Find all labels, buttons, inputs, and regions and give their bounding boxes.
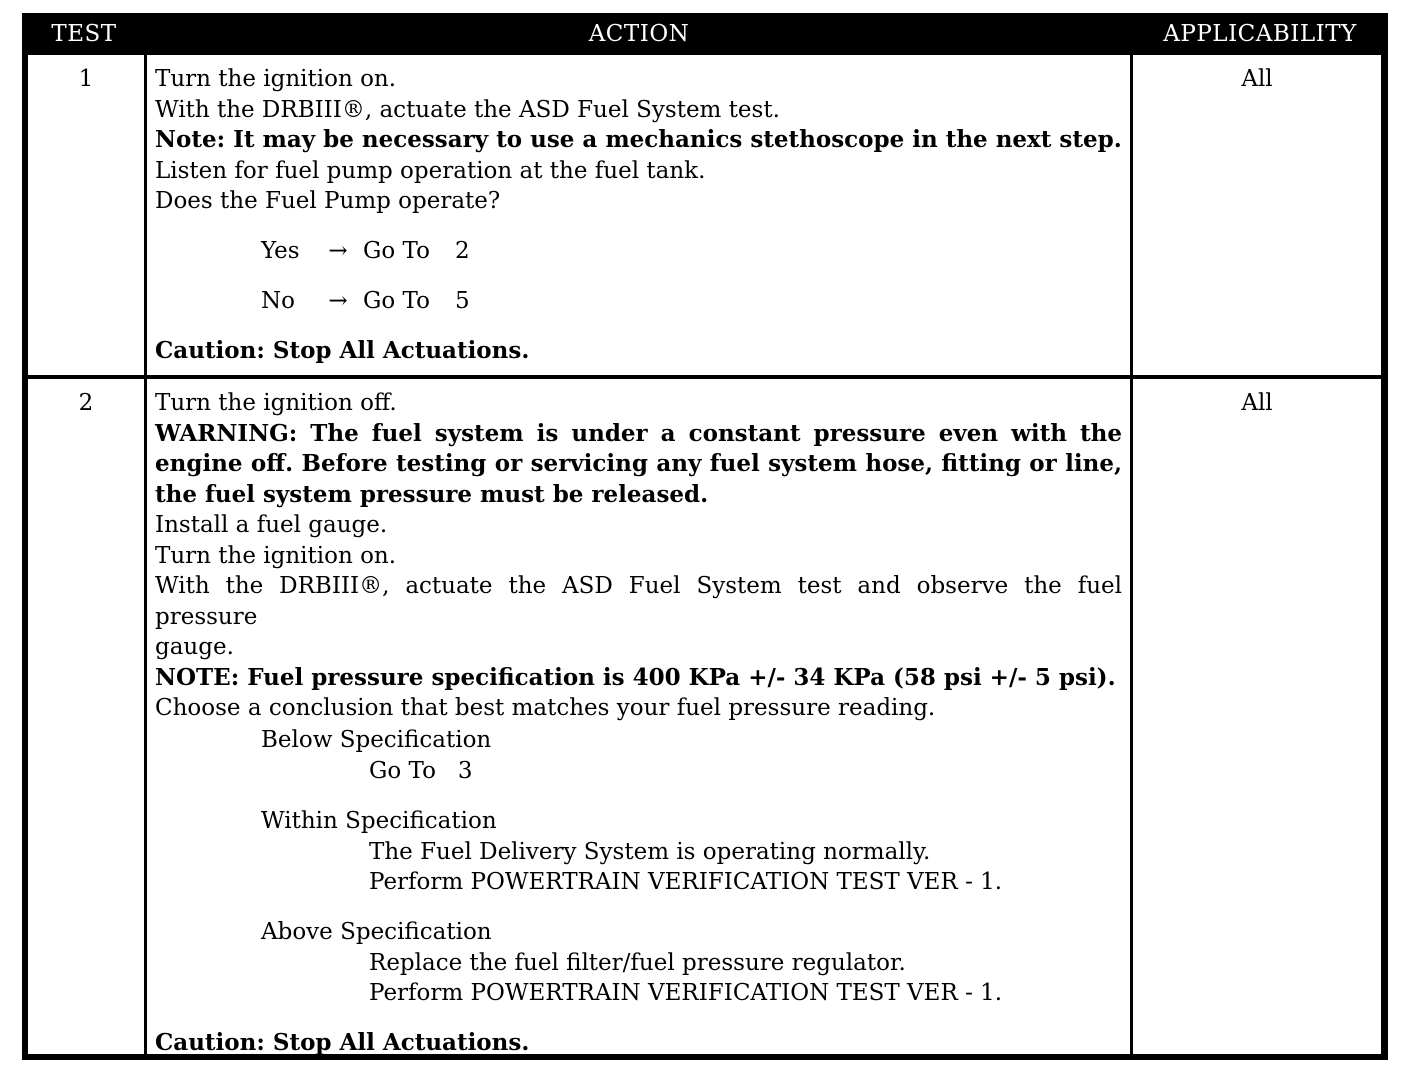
goto-label: Go To: [363, 238, 430, 264]
outcome-title: Within Specification: [261, 808, 497, 834]
goto-target: 2: [455, 238, 470, 264]
applicability-cell-1: [1133, 55, 1381, 375]
outcome-title: Below Specification: [261, 727, 492, 753]
action-line: Listen for fuel pump operation at the fuel tank.: [155, 157, 706, 184]
action-line: Turn the ignition on.: [155, 66, 397, 92]
outcome-detail: The Fuel Delivery System is operating normally.: [369, 838, 931, 865]
caution-line: Caution: Stop All Actuations.: [155, 1029, 530, 1056]
outcome-within-spec: [261, 806, 1002, 898]
right-arrow-icon: →: [328, 288, 348, 314]
action-line: Choose a conclusion that best matches your fuel pressure reading.: [155, 695, 936, 721]
action-line: With the DRBIII®, actuate the ASD Fuel System test and observe the fuel pressure: [155, 573, 1122, 630]
action-cell-2: [147, 379, 1130, 1054]
test-number-label: 2: [78, 390, 94, 416]
action-line: Turn the ignition on.: [155, 542, 397, 569]
applicability-value: All: [1241, 390, 1273, 416]
goto-target: 5: [455, 288, 470, 314]
outcome-detail: Replace the fuel filter/fuel pressure regulator.: [369, 949, 906, 976]
outcome-detail: Perform POWERTRAIN VERIFICATION TEST VER - 1.: [369, 980, 1003, 1006]
warning-line: WARNING: The fuel system is under a constant pressure even with the: [155, 419, 1122, 447]
action-line: With the DRBIII®, actuate the ASD Fuel System test.: [155, 96, 780, 123]
diagnostic-test-table: [22, 13, 1388, 1060]
warning-line: the fuel system pressure must be released.: [155, 480, 709, 508]
header-action: ACTION: [588, 21, 690, 47]
action-cell-1: [147, 55, 1130, 375]
choice-yes: [261, 236, 470, 267]
note-line: Note: It may be necessary to use a mechanics stethoscope in the next step.: [155, 126, 1122, 153]
outcome-title: Above Specification: [261, 919, 492, 945]
warning-line: engine off. Before testing or servicing any fuel system hose, fitting or line,: [155, 450, 1122, 477]
applicability-value: All: [1241, 66, 1273, 92]
right-arrow-icon: →: [328, 238, 348, 264]
choice-no: [261, 286, 470, 317]
test-number-2: [28, 379, 144, 1054]
outcome-above-spec: [261, 917, 1002, 1009]
question-line: Does the Fuel Pump operate?: [155, 188, 501, 214]
choice-result: Yes: [261, 238, 300, 264]
action-line: Turn the ignition off.: [155, 390, 397, 416]
header-applicability: APPLICABILITY: [1163, 21, 1357, 47]
choice-result: No: [261, 288, 295, 314]
caution-line: Caution: Stop All Actuations.: [155, 337, 530, 364]
note-line: NOTE: Fuel pressure specification is 400 KPa +/- 34 KPa (58 psi +/- 5 psi).: [155, 663, 1116, 691]
goto-label: Go To: [363, 288, 430, 314]
applicability-cell-2: [1133, 379, 1381, 1054]
action-line: gauge.: [155, 634, 234, 660]
action-line: Install a fuel gauge.: [155, 512, 388, 538]
test-number-1: [28, 55, 144, 375]
outcome-below-spec: [261, 725, 491, 786]
test-number-label: 1: [78, 66, 94, 92]
outcome-detail: Go To 3: [369, 757, 473, 784]
header-test: TEST: [51, 21, 117, 47]
outcome-detail: Perform POWERTRAIN VERIFICATION TEST VER - 1.: [369, 869, 1003, 895]
